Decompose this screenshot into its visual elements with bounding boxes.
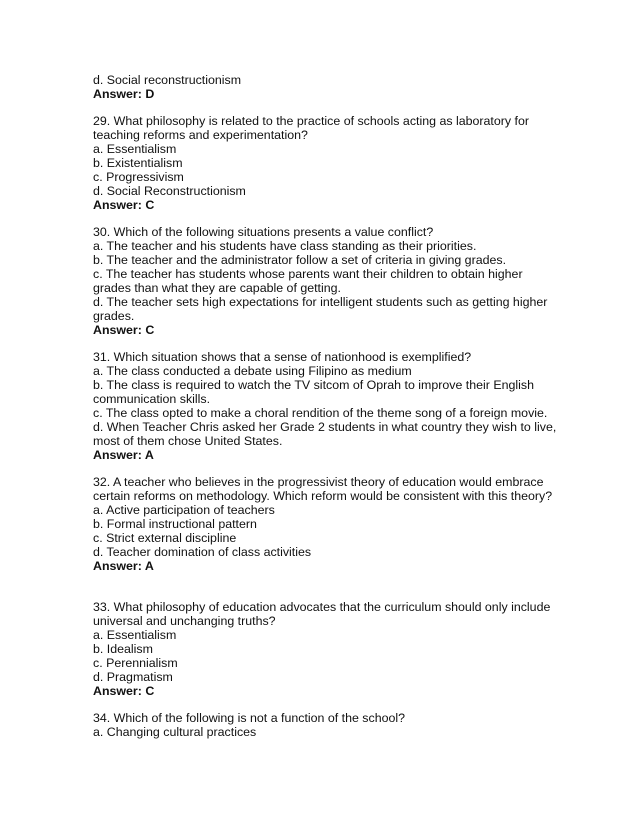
option-line: c. Progressivism [93, 170, 184, 184]
question-30 [93, 225, 563, 337]
answer-line: Answer: D [93, 87, 155, 101]
option-line: d. The teacher sets high expectations for intelligent students such as getting higher [93, 295, 548, 309]
spacer [93, 337, 563, 350]
option-line: grades than what they are capable of getting. [93, 281, 341, 295]
option-line: d. Pragmatism [93, 670, 173, 684]
question-32 [93, 475, 563, 573]
answer-line: Answer: C [93, 198, 155, 212]
answer-line: Answer: C [93, 684, 155, 698]
option-line: a. Changing cultural practices [93, 725, 257, 739]
question-34 [93, 711, 563, 739]
option-line: c. Perennialism [93, 656, 178, 670]
option-line: c. The teacher has students whose parents want their children to obtain higher [93, 267, 523, 281]
spacer [93, 698, 563, 711]
question-text: teaching reforms and experimentation? [93, 128, 308, 142]
option-line: a. Active participation of teachers [93, 503, 275, 517]
spacer [93, 101, 563, 114]
question-text: 32. A teacher who believes in the progressivist theory of education would embrace [93, 475, 544, 489]
question-text: 29. What philosophy is related to the practice of schools acting as laboratory for [93, 114, 529, 128]
answer-line: Answer: A [93, 559, 154, 573]
question-33 [93, 600, 563, 698]
option-line: communication skills. [93, 392, 211, 406]
option-line: c. The class opted to make a choral rendition of the theme song of a foreign movie. [93, 406, 548, 420]
option-line: most of them chose United States. [93, 434, 283, 448]
option-line: a. Essentialism [93, 142, 177, 156]
option-line: b. Existentialism [93, 156, 183, 170]
question-text: 34. Which of the following is not a function of the school? [93, 711, 406, 725]
question-text: certain reforms on methodology. Which reform would be consistent with this theory? [93, 489, 553, 503]
option-line: a. Essentialism [93, 628, 177, 642]
option-line: d. Social reconstructionism [93, 73, 242, 87]
answer-line: Answer: C [93, 323, 155, 337]
question-text: 30. Which of the following situations presents a value conflict? [93, 225, 434, 239]
spacer [93, 462, 563, 475]
answer-line: Answer: A [93, 448, 154, 462]
question-31 [93, 350, 563, 462]
option-line: d. Social Reconstructionism [93, 184, 246, 198]
question-text: 31. Which situation shows that a sense of nationhood is exemplified? [93, 350, 472, 364]
option-line: d. When Teacher Chris asked her Grade 2 students in what country they wish to live, [93, 420, 557, 434]
spacer [93, 573, 563, 600]
question-29 [93, 114, 563, 212]
option-line: b. The class is required to watch the TV sitcom of Oprah to improve their English [93, 378, 534, 392]
option-line: c. Strict external discipline [93, 531, 237, 545]
option-line: d. Teacher domination of class activities [93, 545, 312, 559]
question-fragment-28 [93, 73, 563, 101]
question-text: universal and unchanging truths? [93, 614, 276, 628]
option-line: b. The teacher and the administrator follow a set of criteria in giving grades. [93, 253, 507, 267]
spacer [93, 212, 563, 225]
option-line: b. Idealism [93, 642, 153, 656]
option-line: b. Formal instructional pattern [93, 517, 257, 531]
option-line: grades. [93, 309, 135, 323]
option-line: a. The teacher and his students have class standing as their priorities. [93, 239, 477, 253]
document-page [93, 73, 563, 739]
question-text: 33. What philosophy of education advocates that the curriculum should only include [93, 600, 551, 614]
option-line: a. The class conducted a debate using Filipino as medium [93, 364, 412, 378]
